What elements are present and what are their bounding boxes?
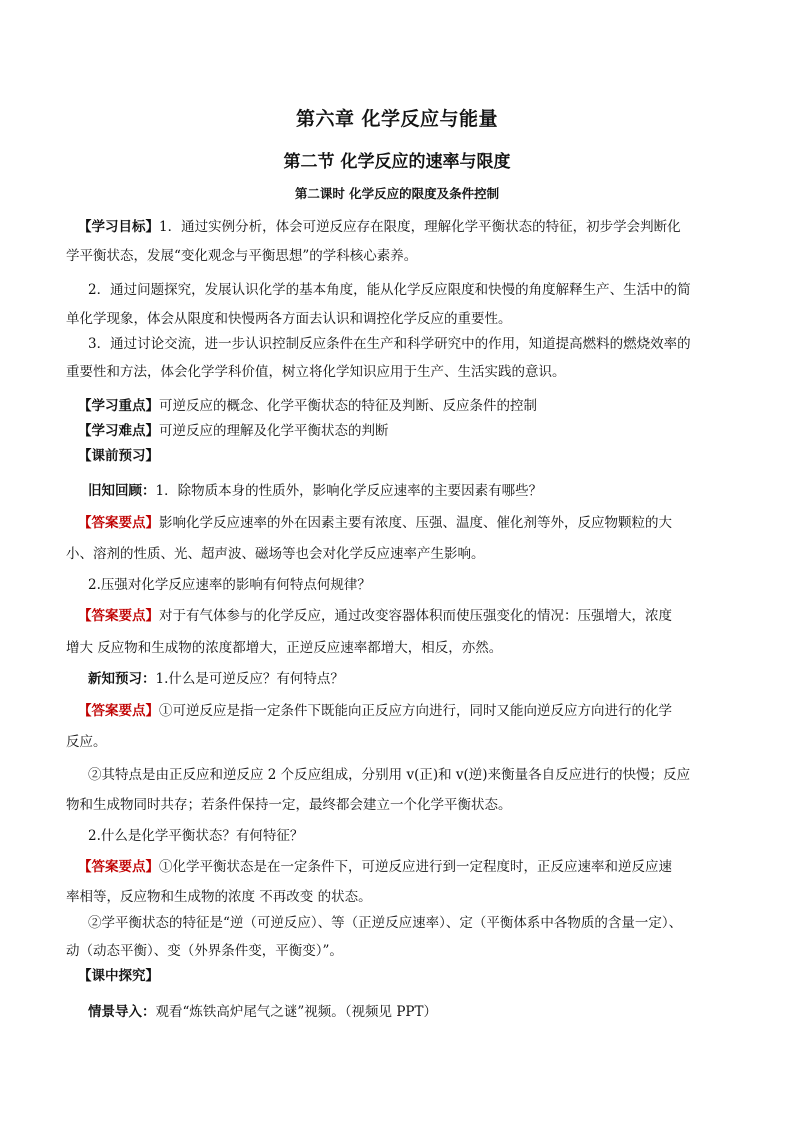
review-label: 旧知回顾：: [88, 483, 156, 499]
answer-1-line-2: 小、溶剂的性质、光、超声波、磁场等也会对化学反应速率产生影响。: [66, 546, 485, 562]
answer-1-line-1: [78, 514, 672, 532]
answer-3-text-1: ①可逆反应是指一定条件下既能向正反应方向进行，同时又能向逆反应方向进行的化学: [159, 703, 672, 719]
goals-line-3: 2．通过问题探究，发展认识化学的基本角度，能从化学反应限度和快慢的角度解释生产、生活中的简: [88, 282, 691, 298]
scene-line: [88, 1003, 437, 1021]
new-preview-line: [88, 670, 344, 688]
answer-4-line-4: 动（动态平衡）、变（外界条件变，平衡变）”。: [66, 943, 343, 959]
goals-line-4: 单化学现象，体会从限度和快慢两各方面去认识和调控化学反应的重要性。: [66, 311, 512, 327]
goals-line-5: 3．通过讨论交流，进一步认识控制反应条件在生产和科学研究中的作用，知道提高燃料的燃烧效率的: [88, 336, 691, 352]
lesson-title: 第二课时 化学反应的限度及条件控制: [294, 186, 500, 201]
answer-3-line-4: 物和生成物同时共存；若条件保持一定，最终都会建立一个化学平衡状态。: [66, 797, 512, 813]
answer-2-text-1: 对于有气体参与的化学反应，通过改变容器体积而使压强变化的情况：压强增大，浓度: [159, 608, 672, 624]
scene-label: 情景导入：: [88, 1004, 156, 1020]
answer-3-line-3: ②其特点是由正反应和逆反应 2 个反应组成，分别用 v(正)和 v(逆)来衡量各自反应进行的快慢；反应: [88, 767, 691, 783]
preview-label: 【课前预习】: [78, 448, 159, 464]
chapter-title: 第六章 化学反应与能量: [295, 108, 499, 130]
review-text: 1．除物质本身的性质外，影响化学反应速率的主要因素有哪些？: [155, 483, 543, 499]
answer-1-text-1: 影响化学反应速率的外在因素主要有浓度、压强、温度、催化剂等外，反应物颗粒的大: [159, 515, 672, 531]
key-point-label: 【学习重点】: [78, 398, 159, 414]
answer-3-line-1: [78, 702, 672, 720]
answer-label: 【答案要点】: [78, 515, 159, 531]
difficulty-line: [78, 422, 389, 440]
answer-3-line-2: 反应。: [66, 734, 107, 750]
section-title: 第二节 化学反应的速率与限度: [283, 152, 511, 172]
question-4: 2.什么是化学平衡状态？有何特征？: [88, 828, 304, 844]
answer-label: 【答案要点】: [78, 608, 159, 624]
question-2: 2.压强对化学反应速率的影响有何特点何规律？: [88, 577, 371, 593]
answer-label: 【答案要点】: [78, 703, 159, 719]
key-point-text: 可逆反应的概念、化学平衡状态的特征及判断、反应条件的控制: [159, 398, 537, 414]
key-point-line: [78, 397, 537, 415]
difficulty-label: 【学习难点】: [78, 423, 159, 439]
answer-2-line-1: [78, 607, 672, 625]
answer-4-line-3: ②学平衡状态的特征是“逆（可逆反应）、等（正逆反应速率）、定（平衡体系中各物质的含量一定）、: [88, 915, 683, 931]
review-line: [88, 482, 542, 500]
goals-line-6: 重要性和方法，体会化学学科价值，树立将化学知识应用于生产、生活实践的意识。: [66, 364, 566, 380]
goals-line-2: 学平衡状态，发展“变化观念与平衡思想”的学科核心素养。: [66, 248, 418, 264]
answer-4-line-1: [78, 858, 672, 876]
class-explore-label: 【课中探究】: [78, 968, 159, 984]
goals-text-1: 1．通过实例分析，体会可逆反应存在限度，理解化学平衡状态的特征，初步学会判断化: [159, 219, 681, 235]
difficulty-text: 可逆反应的理解及化学平衡状态的判断: [159, 423, 389, 439]
answer-label: 【答案要点】: [78, 859, 159, 875]
goals-label: 【学习目标】: [78, 219, 159, 235]
answer-2-line-2: 增大 反应物和生成物的浓度都增大，正逆反应速率都增大，相反，亦然。: [66, 640, 503, 656]
answer-4-line-2: 率相等，反应物和生成物的浓度 不再改变 的状态。: [66, 889, 372, 905]
scene-text: 观看“炼铁高炉尾气之谜”视频。（视频见 PPT）: [155, 1004, 438, 1020]
goals-line-1: [78, 218, 681, 236]
new-preview-text: 1.什么是可逆反应？有何特点？: [155, 671, 344, 687]
answer-4-text-1: ①化学平衡状态是在一定条件下，可逆反应进行到一定程度时，正反应速率和逆反应速: [159, 859, 672, 875]
new-preview-label: 新知预习：: [88, 671, 156, 687]
